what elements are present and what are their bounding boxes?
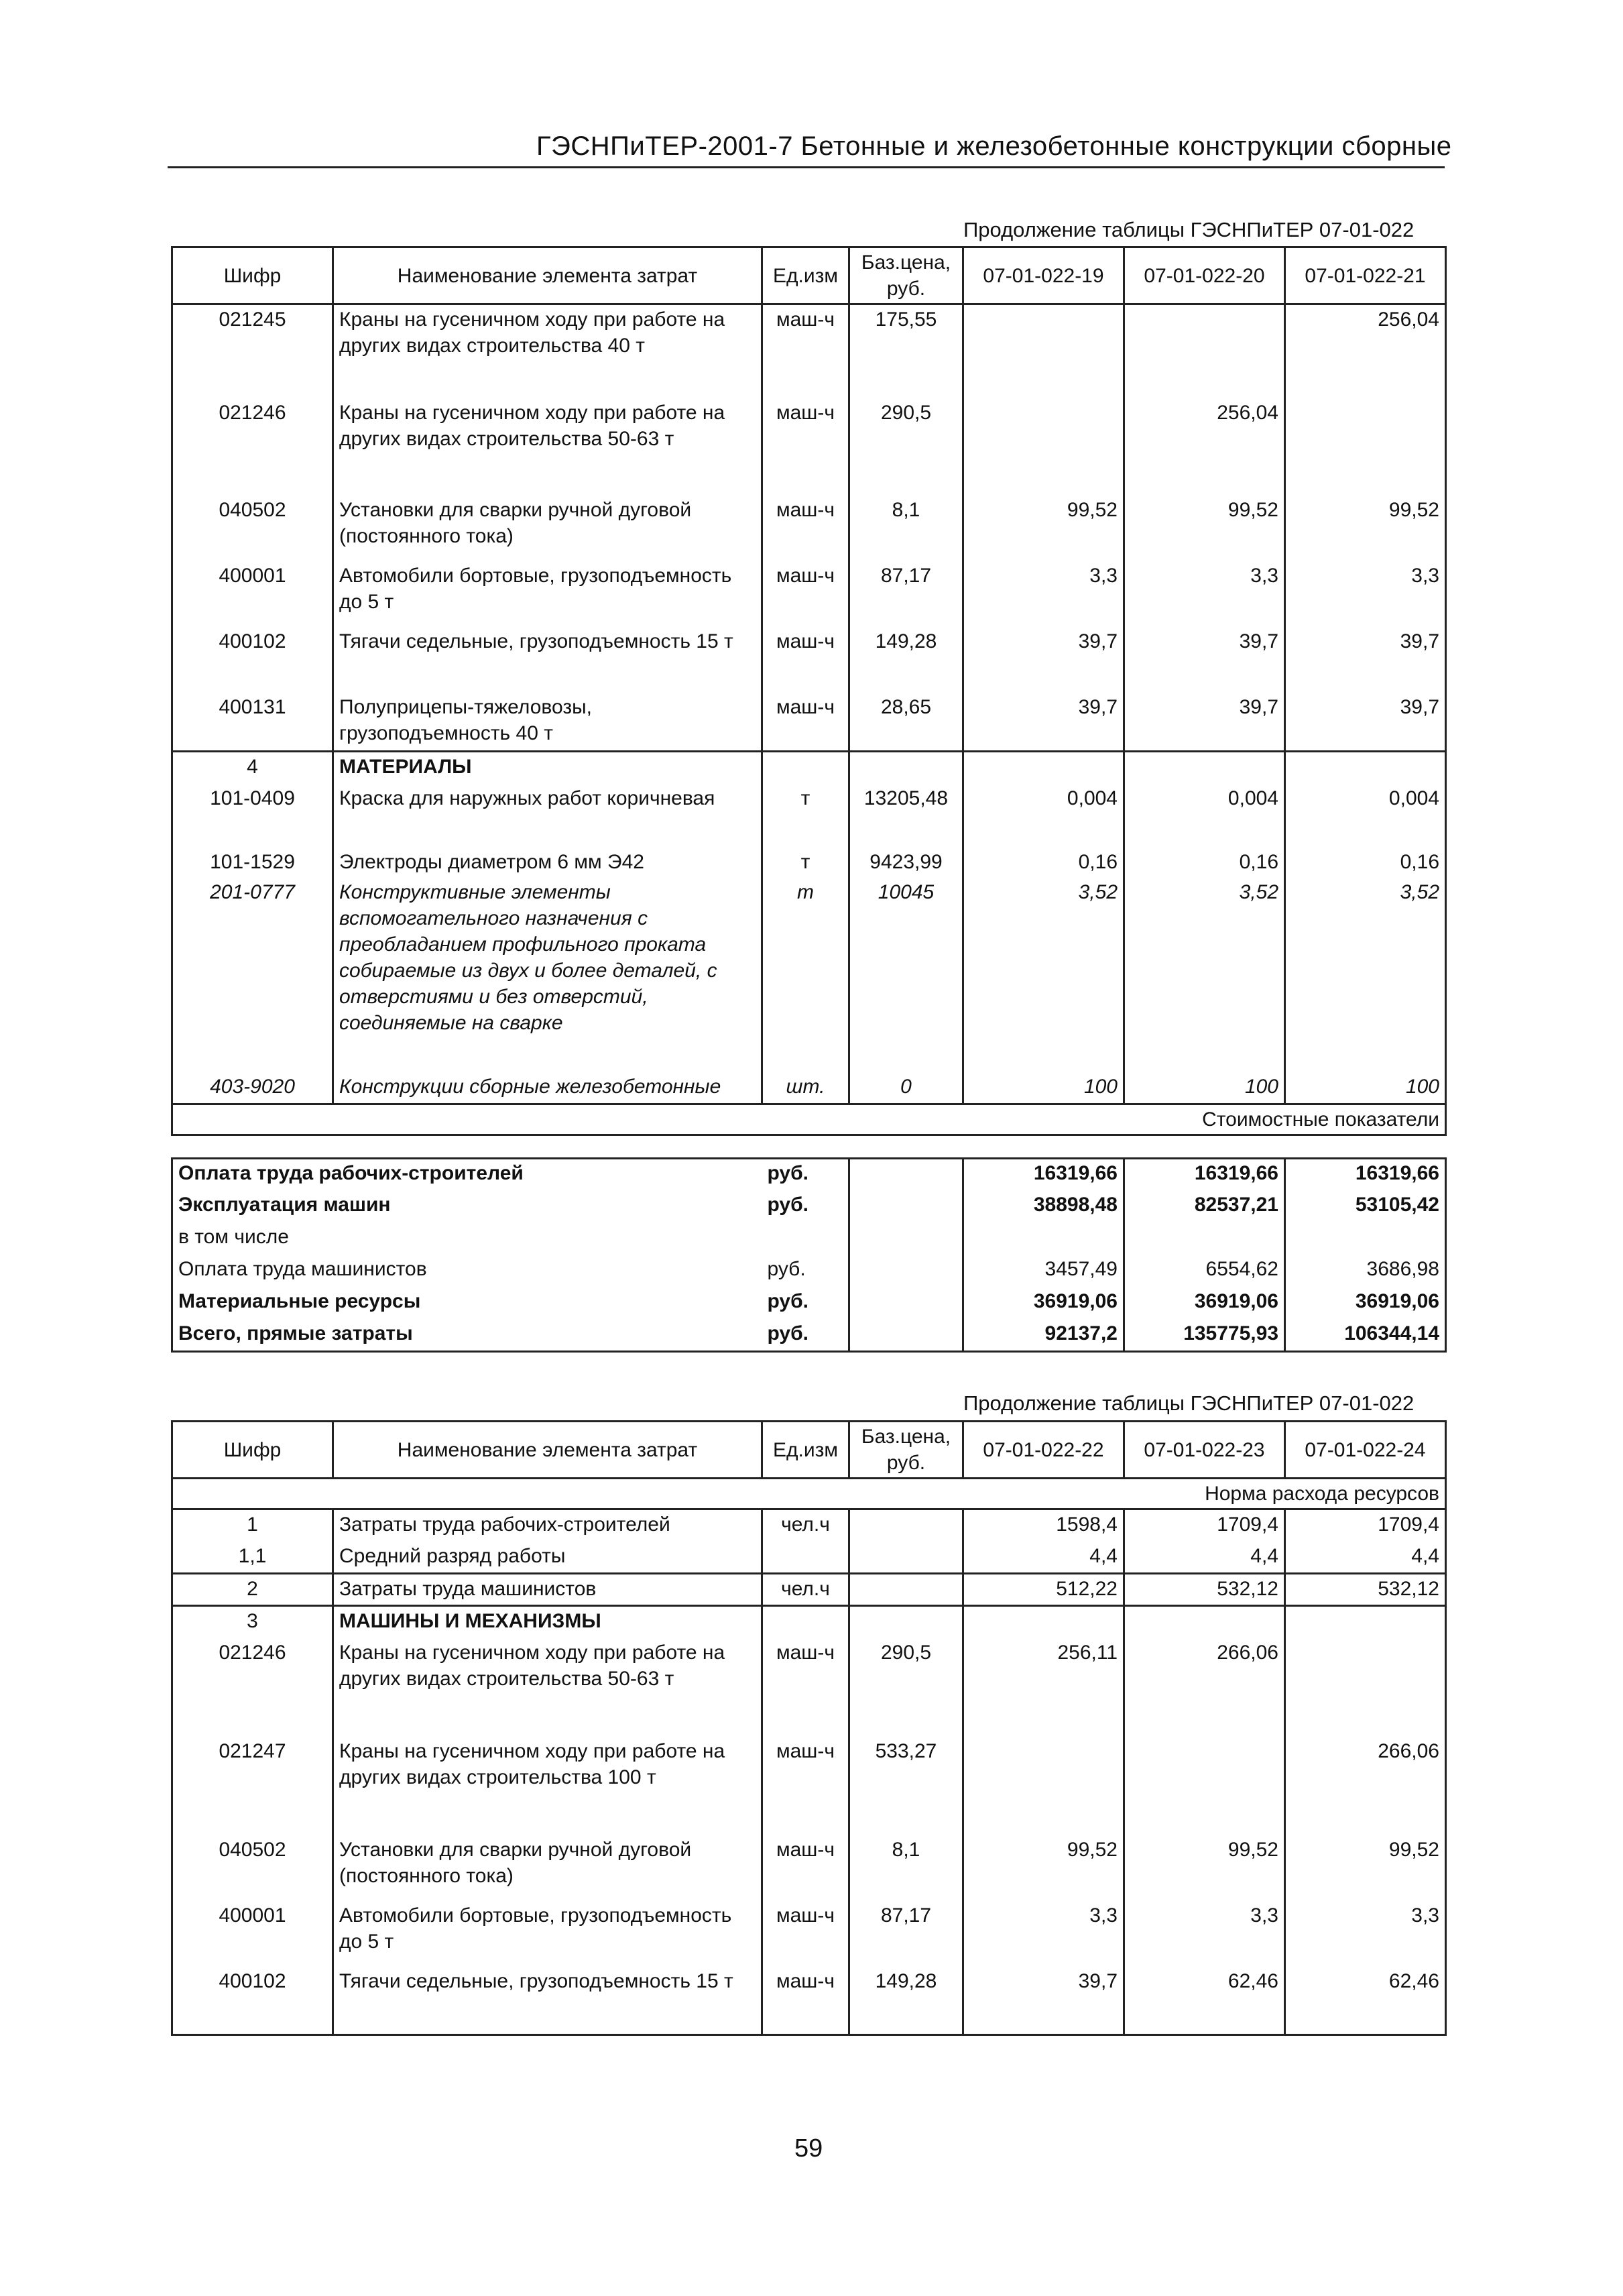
col-21-header: 07-01-022-21	[1285, 247, 1446, 304]
row-value-2: 256,04	[1124, 398, 1285, 496]
row-code: 101-0409	[172, 784, 333, 848]
row-code: 040502	[172, 496, 333, 561]
table1	[171, 246, 1447, 1136]
row-price: 13205,48	[849, 784, 963, 848]
row-price	[849, 1509, 963, 1542]
row-code: 400001	[172, 561, 333, 627]
row-name: Краска для наружных работ коричневая	[333, 784, 762, 848]
row-price: 10045	[849, 878, 963, 1072]
table-row	[172, 1072, 1446, 1104]
row-value-2: 0,16	[1124, 848, 1285, 878]
table-row	[172, 561, 1446, 627]
row-unit: маш-ч	[762, 561, 849, 627]
row-name: Конструктивные элементы вспомогательного назначения с преобладанием профильного проката собираемые из двух и более деталей, с отверстиями и без отверстий, соединяемые на сварке	[333, 878, 762, 1072]
row-price: 290,5	[849, 398, 963, 496]
row-unit: т	[762, 784, 849, 848]
col-22-header: 07-01-022-22	[963, 1422, 1124, 1479]
table-row	[172, 1737, 1446, 1835]
summary-name: Оплата труда рабочих-строителей	[172, 1159, 762, 1191]
row-value-1	[963, 398, 1124, 496]
row-name: Затраты труда машинистов	[333, 1574, 762, 1606]
row-value-3: 532,12	[1285, 1574, 1446, 1606]
table-row	[172, 878, 1446, 1072]
row-value-1: 4,4	[963, 1542, 1124, 1574]
row-name: Тягачи седельные, грузоподъемность 15 т	[333, 627, 762, 693]
row-value-1: 3,3	[963, 1901, 1124, 1967]
row-value-2: 0,004	[1124, 784, 1285, 848]
row-price	[849, 1542, 963, 1574]
page-number: 59	[794, 2134, 823, 2163]
table-row	[172, 1509, 1446, 1542]
row-value-2: 3,52	[1124, 878, 1285, 1072]
row-name: Краны на гусеничном ходу при работе на других видах строительства 50-63 т	[333, 398, 762, 496]
col-20-header: 07-01-022-20	[1124, 247, 1285, 304]
row-price: 0	[849, 1072, 963, 1104]
col-name-header: Наименование элемента затрат	[333, 1422, 762, 1479]
row-value-2: 1709,4	[1124, 1509, 1285, 1542]
row-price: 149,28	[849, 1967, 963, 2035]
row-value-3: 1709,4	[1285, 1509, 1446, 1542]
row-value-3: 256,04	[1285, 304, 1446, 398]
summary-name: Всего, прямые затраты	[172, 1320, 762, 1352]
row-code: 101-1529	[172, 848, 333, 878]
col-unit-header: Ед.изм	[762, 1422, 849, 1479]
row-unit: маш-ч	[762, 304, 849, 398]
row-price: 8,1	[849, 1835, 963, 1901]
row-value-1: 99,52	[963, 496, 1124, 561]
row-value-1	[963, 304, 1124, 398]
row-value-1: 512,22	[963, 1574, 1124, 1606]
row-price: 533,27	[849, 1737, 963, 1835]
summary-value-3: 53105,42	[1285, 1191, 1446, 1223]
row-name: Полуприцепы-тяжеловозы, грузоподъемность 40 т	[333, 693, 762, 752]
row-price	[849, 1574, 963, 1606]
row-name: Установки для сварки ручной дуговой (постоянного тока)	[333, 1835, 762, 1901]
row-value-1: 100	[963, 1072, 1124, 1104]
summary-unit: руб.	[767, 1257, 806, 1280]
col-19-header: 07-01-022-19	[963, 247, 1124, 304]
page-header: ГЭСНПиТЕР-2001-7 Бетонные и железобетонные конструкции сборные	[536, 131, 1452, 161]
row-code: 201-0777	[172, 878, 333, 1072]
col-price-header: Баз.цена, руб.	[849, 247, 963, 304]
row-value-2: 3,3	[1124, 1901, 1285, 1967]
summary-row	[172, 1320, 1446, 1352]
table-row	[172, 1835, 1446, 1901]
row-price: 9423,99	[849, 848, 963, 878]
row-value-1: 0,16	[963, 848, 1124, 878]
row-code: 400102	[172, 627, 333, 693]
col-code-header: Шифр	[172, 247, 333, 304]
summary-row	[172, 1287, 1446, 1320]
table1-header-row	[172, 247, 1446, 304]
row-value-3: 0,16	[1285, 848, 1446, 878]
header-rule	[168, 166, 1445, 168]
section-row-materials	[172, 752, 1446, 784]
row-value-2: 99,52	[1124, 1835, 1285, 1901]
row-name: Краны на гусеничном ходу при работе на других видах строительства 100 т	[333, 1737, 762, 1835]
row-unit: маш-ч	[762, 1835, 849, 1901]
summary-row	[172, 1159, 1446, 1191]
col-code-header: Шифр	[172, 1422, 333, 1479]
row-value-1: 39,7	[963, 627, 1124, 693]
row-unit: чел.ч	[762, 1574, 849, 1606]
row-value-3: 99,52	[1285, 1835, 1446, 1901]
row-name: Краны на гусеничном ходу при работе на других видах строительства 40 т	[333, 304, 762, 398]
table1-caption: Продолжение таблицы ГЭСНПиТЕР 07-01-022	[963, 218, 1415, 241]
row-price: 8,1	[849, 496, 963, 561]
row-value-2: 39,7	[1124, 693, 1285, 752]
col-24-header: 07-01-022-24	[1285, 1422, 1446, 1479]
row-name: Краны на гусеничном ходу при работе на других видах строительства 50-63 т	[333, 1638, 762, 1737]
summary-row	[172, 1255, 1446, 1287]
row-value-3: 99,52	[1285, 496, 1446, 561]
row-code: 021246	[172, 398, 333, 496]
row-value-3: 3,3	[1285, 1901, 1446, 1967]
row-name: Средний разряд работы	[333, 1542, 762, 1574]
summary-name: Эксплуатация машин	[172, 1191, 762, 1223]
table-row	[172, 1574, 1446, 1606]
row-unit: шт.	[762, 1072, 849, 1104]
row-code: 4	[172, 752, 333, 784]
summary-value-1: 3457,49	[963, 1255, 1124, 1287]
table-row	[172, 304, 1446, 398]
summary-row	[172, 1223, 1446, 1255]
table-row	[172, 848, 1446, 878]
row-name: Затраты труда рабочих-строителей	[333, 1509, 762, 1542]
row-code: 021246	[172, 1638, 333, 1737]
row-value-3: 4,4	[1285, 1542, 1446, 1574]
row-value-2: 100	[1124, 1072, 1285, 1104]
row-price: 175,55	[849, 304, 963, 398]
row-code: 400001	[172, 1901, 333, 1967]
row-value-1: 39,7	[963, 1967, 1124, 2035]
section-title: МАШИНЫ И МЕХАНИЗМЫ	[333, 1606, 762, 1638]
row-value-3: 100	[1285, 1072, 1446, 1104]
table-row	[172, 1967, 1446, 2035]
row-price: 149,28	[849, 627, 963, 693]
summary-name: Оплата труда машинистов	[172, 1255, 762, 1287]
summary-unit: руб.	[767, 1193, 808, 1216]
row-code: 400102	[172, 1967, 333, 2035]
table-row	[172, 1542, 1446, 1574]
summary-value-1: 38898,48	[963, 1191, 1124, 1223]
row-unit: чел.ч	[762, 1509, 849, 1542]
summary-value-1: 16319,66	[963, 1159, 1124, 1191]
row-unit: маш-ч	[762, 693, 849, 752]
row-value-3: 3,52	[1285, 878, 1446, 1072]
section-title: МАТЕРИАЛЫ	[333, 752, 762, 784]
summary-value-3: 106344,14	[1285, 1320, 1446, 1352]
row-code: 021247	[172, 1737, 333, 1835]
row-price: 28,65	[849, 693, 963, 752]
summary-value-3: 16319,66	[1285, 1159, 1446, 1191]
table-row	[172, 693, 1446, 752]
table2-caption: Продолжение таблицы ГЭСНПиТЕР 07-01-022	[963, 1391, 1415, 1415]
summary-value-1: 36919,06	[963, 1287, 1124, 1320]
row-value-1: 0,004	[963, 784, 1124, 848]
summary-value-2: 135775,93	[1124, 1320, 1285, 1352]
row-value-2: 4,4	[1124, 1542, 1285, 1574]
summary-value-1: 92137,2	[963, 1320, 1124, 1352]
row-unit: маш-ч	[762, 627, 849, 693]
table-row	[172, 627, 1446, 693]
row-value-2: 266,06	[1124, 1638, 1285, 1737]
row-code: 021245	[172, 304, 333, 398]
row-value-1: 1598,4	[963, 1509, 1124, 1542]
row-price: 290,5	[849, 1638, 963, 1737]
summary-unit: руб.	[767, 1289, 808, 1312]
summary-value-3: 36919,06	[1285, 1287, 1446, 1320]
row-unit: маш-ч	[762, 1901, 849, 1967]
table-row	[172, 496, 1446, 561]
table-row	[172, 1638, 1446, 1737]
row-code: 403-9020	[172, 1072, 333, 1104]
row-value-2: 62,46	[1124, 1967, 1285, 2035]
summary-row	[172, 1191, 1446, 1223]
row-value-2: 99,52	[1124, 496, 1285, 561]
row-name: Автомобили бортовые, грузоподъемность до 5 т	[333, 1901, 762, 1967]
row-value-2	[1124, 304, 1285, 398]
cost-indicators-row	[172, 1104, 1446, 1135]
row-value-1	[963, 1737, 1124, 1835]
row-price: 87,17	[849, 1901, 963, 1967]
row-code: 2	[172, 1574, 333, 1606]
col-price-header: Баз.цена, руб.	[849, 1422, 963, 1479]
row-value-2: 3,3	[1124, 561, 1285, 627]
summary-value-2: 6554,62	[1124, 1255, 1285, 1287]
col-23-header: 07-01-022-23	[1124, 1422, 1285, 1479]
table1-summary	[171, 1157, 1447, 1353]
table2	[171, 1420, 1447, 2036]
table-row	[172, 398, 1446, 496]
row-code: 400131	[172, 693, 333, 752]
row-value-3	[1285, 398, 1446, 496]
row-name: Тягачи седельные, грузоподъемность 15 т	[333, 1967, 762, 2035]
norm-row	[172, 1479, 1446, 1509]
row-value-1: 99,52	[963, 1835, 1124, 1901]
row-value-3: 39,7	[1285, 627, 1446, 693]
row-unit: т	[762, 878, 849, 1072]
row-value-3: 266,06	[1285, 1737, 1446, 1835]
row-name: Электроды диаметром 6 мм Э42	[333, 848, 762, 878]
row-code: 3	[172, 1606, 333, 1638]
col-name-header: Наименование элемента затрат	[333, 247, 762, 304]
summary-value-3: 3686,98	[1285, 1255, 1446, 1287]
norm-label: Норма расхода ресурсов	[172, 1479, 1446, 1509]
table-row	[172, 1901, 1446, 1967]
row-name: Автомобили бортовые, грузоподъемность до 5 т	[333, 561, 762, 627]
summary-name: в том числе	[172, 1223, 762, 1255]
row-name: Установки для сварки ручной дуговой (постоянного тока)	[333, 496, 762, 561]
row-value-1: 3,3	[963, 561, 1124, 627]
summary-unit: руб.	[762, 1320, 849, 1352]
row-value-3: 39,7	[1285, 693, 1446, 752]
summary-value-2: 16319,66	[1124, 1159, 1285, 1191]
row-value-1: 39,7	[963, 693, 1124, 752]
row-unit	[762, 1542, 849, 1574]
summary-value-2: 82537,21	[1124, 1191, 1285, 1223]
table-row	[172, 784, 1446, 848]
row-value-1: 256,11	[963, 1638, 1124, 1737]
row-value-2: 39,7	[1124, 627, 1285, 693]
summary-unit: руб.	[762, 1159, 849, 1191]
row-unit: маш-ч	[762, 496, 849, 561]
row-value-3	[1285, 1638, 1446, 1737]
row-value-2	[1124, 1737, 1285, 1835]
summary-name: Материальные ресурсы	[172, 1287, 762, 1320]
table2-header-row	[172, 1422, 1446, 1479]
summary-value-2: 36919,06	[1124, 1287, 1285, 1320]
row-code: 1,1	[172, 1542, 333, 1574]
row-value-3: 62,46	[1285, 1967, 1446, 2035]
row-unit: маш-ч	[762, 1638, 849, 1737]
section-row-machines	[172, 1606, 1446, 1638]
row-unit: маш-ч	[762, 398, 849, 496]
row-code: 040502	[172, 1835, 333, 1901]
row-price: 87,17	[849, 561, 963, 627]
row-name: Конструкции сборные железобетонные	[333, 1072, 762, 1104]
row-unit: маш-ч	[762, 1737, 849, 1835]
row-value-2: 532,12	[1124, 1574, 1285, 1606]
col-unit-header: Ед.изм	[762, 247, 849, 304]
row-unit: маш-ч	[762, 1967, 849, 2035]
row-code: 1	[172, 1509, 333, 1542]
row-value-1: 3,52	[963, 878, 1124, 1072]
row-value-3: 0,004	[1285, 784, 1446, 848]
row-value-3: 3,3	[1285, 561, 1446, 627]
row-unit: т	[762, 848, 849, 878]
cost-indicators-label: Стоимостные показатели	[172, 1104, 1446, 1135]
